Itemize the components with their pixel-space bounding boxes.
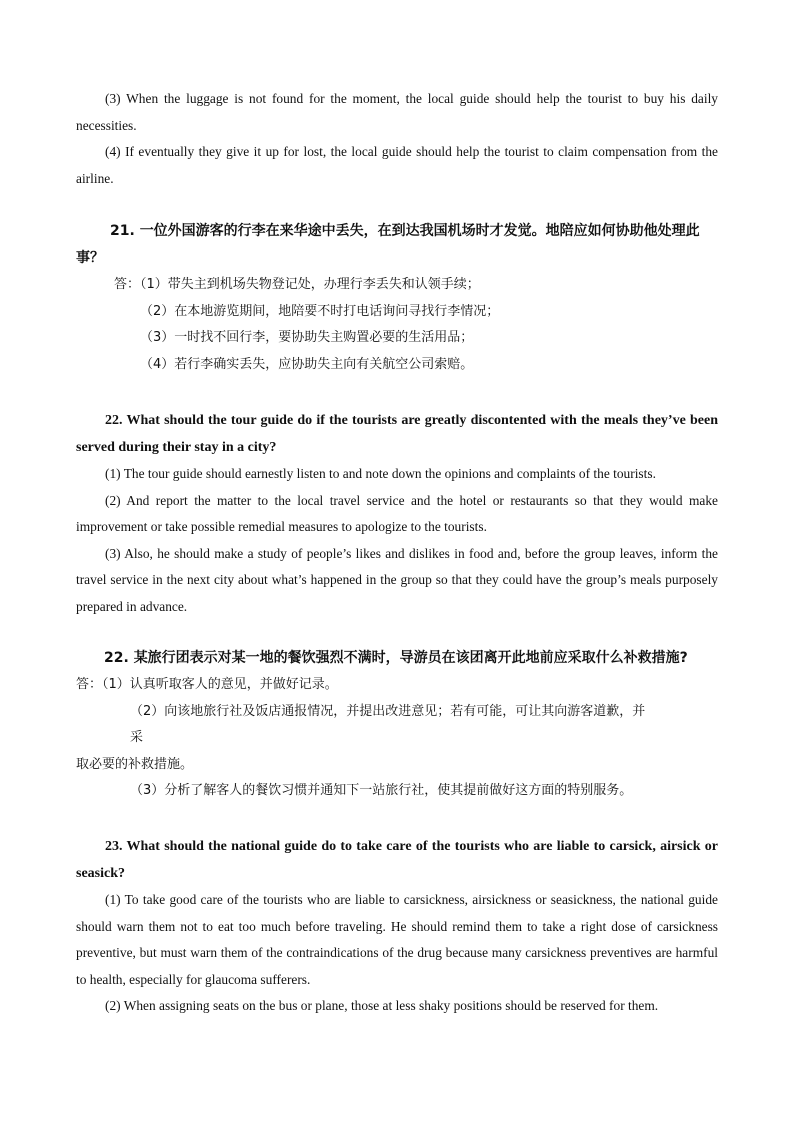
answer-label: 答： [114,277,141,292]
answer-item-3: (3) When the luggage is not found for the moment, the local guide should help the tourist to buy his daily necessities. [76,91,718,133]
question-number: 21. [110,223,135,239]
answer-line-1 [76,672,718,699]
answer-item-2: (2) When assigning seats on the bus or plane, those at less shaky positions should be reserved for them. [105,998,659,1013]
answer-text: （1）认真听取客人的意见，并做好记录。 [102,677,338,692]
question-22-cn [76,645,718,805]
answer-line-2: （2）向该地旅行社及饭店通报情况，并提出改进意见；若有可能，可让其向游客道歉，并 [130,703,646,719]
answer-item-2: (2) And report the matter to the local travel service and the hotel or restaurants so that they would make improvement or take possible remedial measures to apologize to the tourists. [76,492,718,534]
answer-item-3: (3) Also, he should make a study of people’s likes and dislikes in food and, before the group leaves, inform the travel service in the next city about what’s happened in the group so that they could have the group’s meals purposely prepared in advance. [76,545,718,614]
question-22-cn-heading [76,645,718,672]
answer-line-3: （3）一时找不回行李，要协助失主购置必要的生活用品； [140,330,474,345]
question-21-cn [76,218,718,378]
question-text: 一位外国游客的行李在来华途中丢失，在到达我国机场时才发觉。地陪应如何协助他处理此事？ [76,223,700,266]
answer-line-3: （3）分析了解客人的餐饮习惯并通知下一站旅行社，使其提前做好这方面的特别服务。 [130,783,633,798]
question-21-heading [76,218,718,272]
answer-label: 答： [76,677,103,692]
answer-item-1: (1) The tour guide should earnestly listen to and note down the opinions and complaints of the tourists. [105,466,656,481]
answer-continuation [76,86,718,192]
question-23-en [76,833,718,1020]
question-23-heading: 23. What should the national guide do to take care of the tourists who are liable to carsick, airsick or seasick? [76,839,718,881]
answer-line-2-cont: 取必要的补救措施。 [76,756,194,772]
answer-line-2-wrap: 采 [130,730,144,745]
question-number: 22. [104,650,129,666]
answer-item-4: (4) If eventually they give it up for lost, the local guide should help the tourist to claim compensation from the airline. [76,144,718,186]
question-text: 某旅行团表示对某一地的餐饮强烈不满时，导游员在该团离开此地前应采取什么补救措施? [133,650,688,666]
answer-text: （1）带失主到机场失物登记处，办理行李丢失和认领手续； [140,277,480,292]
question-22-heading: 22. What should the tour guide do if the tourists are greatly discontented with the meals they’ve been served during their stay in a city? [76,413,718,455]
answer-item-1: (1) To take good care of the tourists who are liable to carsickness, airsickness or seasickness, the national guide should warn them not to eat too much before traveling. He should remind them to take a right dose of carsickness preventive, but must warn them of the contraindications of the drug because many carsickness preventives are harmful to health, especially for glaucoma sufferers. [76,892,718,987]
answer-line-4: （4）若行李确实丢失，应协助失主向有关航空公司索赔。 [140,356,474,372]
answer-line-1 [76,272,718,299]
question-22-en [76,407,718,620]
answer-line-2: （2）在本地游览期间，地陪要不时打电话询问寻找行李情况； [140,303,500,319]
